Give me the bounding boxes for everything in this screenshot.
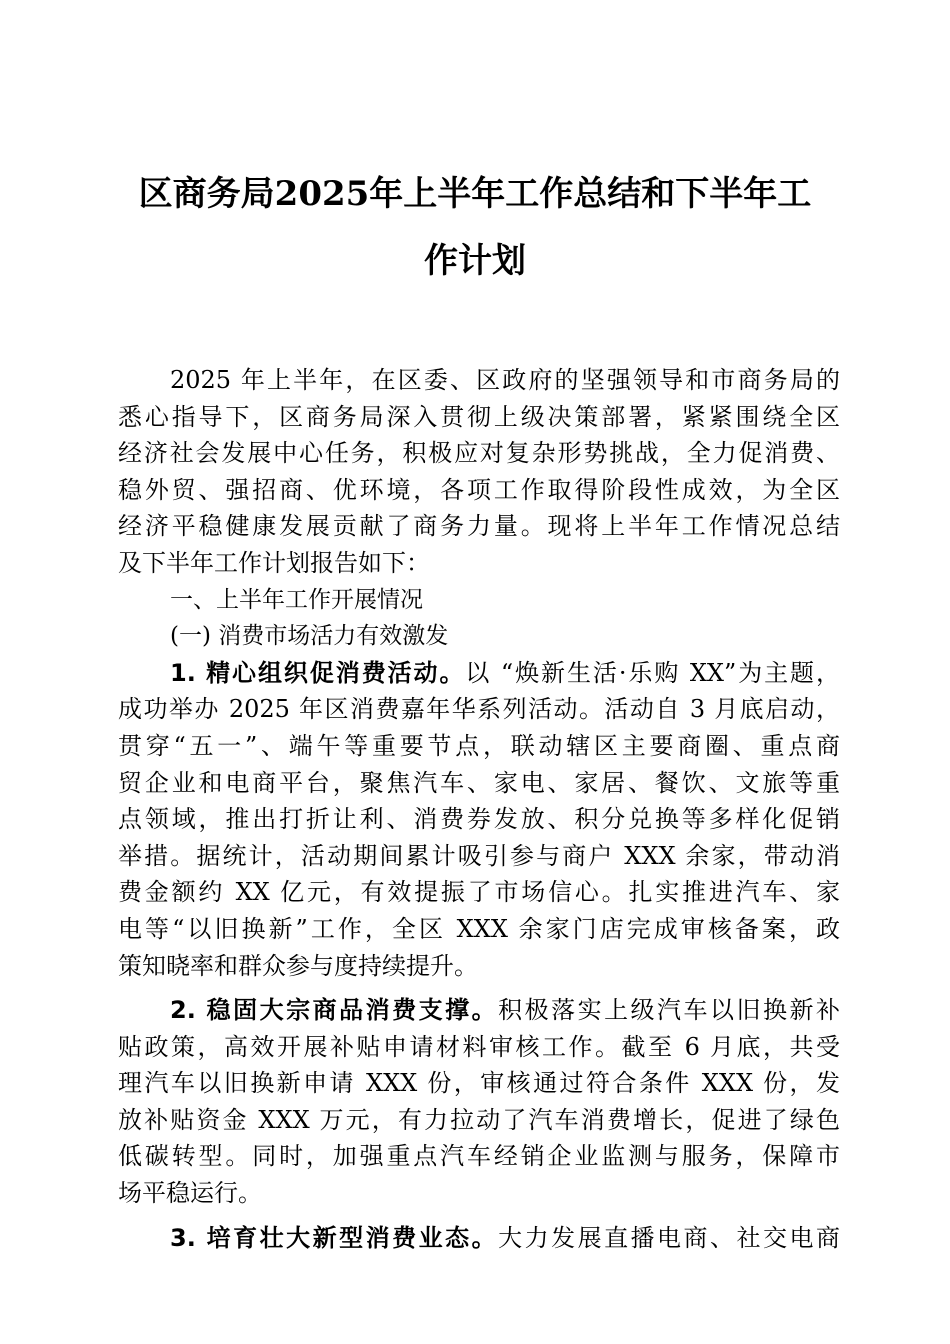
item-1-line: 成功举办 2025 年区消费嘉年华系列活动。活动自 3 月底启动，: [118, 695, 840, 724]
intro-line: 及下半年工作计划报告如下：: [118, 548, 430, 577]
document-title-line-2: 作计划: [424, 241, 526, 281]
item-3-paragraph: [118, 1220, 840, 1257]
item-2-paragraph: [118, 992, 840, 1212]
item-2-first-line: [118, 992, 840, 1029]
item-3-first-line: [118, 1220, 840, 1257]
item-2-line: 贴政策，高效开展补贴申请材料审核工作。截至 6 月底，共受: [118, 1032, 840, 1061]
subsection-1-heading: (一) 消费市场活力有效激发: [170, 623, 449, 650]
item-1-line: 电等“以旧换新”工作，全区 XXX 余家门店完成审核备案，政: [118, 914, 840, 943]
item-1-first-line-text: 以 “焕新生活·乐购 XX”为主题，: [465, 658, 840, 687]
intro-line: 2025 年上半年，在区委、区政府的坚强领导和市商务局的: [170, 366, 840, 394]
item-3-lead: 3. 培育壮大新型消费业态。: [170, 1223, 499, 1252]
item-1-line: 费金额约 XX 亿元，有效提振了市场信心。扎实推进汽车、家: [118, 878, 840, 907]
document-title-line-1: 区商务局2025年上半年工作总结和下半年工: [138, 174, 812, 214]
item-1-line: 贸企业和电商平台，聚焦汽车、家电、家居、餐饮、文旅等重: [118, 768, 840, 797]
intro-paragraph: [118, 362, 840, 582]
intro-line: 悉心指导下，区商务局深入贯彻上级决策部署，紧紧围绕全区: [118, 402, 840, 431]
intro-line: 经济平稳健康发展贡献了商务力量。现将上半年工作情况总结: [118, 512, 840, 541]
item-3-first-line-text: 大力发展直播电商、社交电商: [498, 1223, 841, 1252]
item-2-line: 场平稳运行。: [118, 1179, 262, 1208]
item-1-lead: 1. 精心组织促消费活动。: [170, 658, 466, 687]
intro-line: 经济社会发展中心任务，积极应对复杂形势挑战，全力促消费、: [118, 439, 840, 468]
section-1-heading: 一、上半年工作开展情况: [170, 586, 423, 613]
item-1-first-line: [118, 655, 840, 692]
document-body: [118, 362, 840, 1256]
item-2-lead: 2. 稳固大宗商品消费支撑。: [170, 996, 499, 1025]
item-1-line: 贯穿“五一”、端午等重要节点，联动辖区主要商圈、重点商: [118, 731, 840, 760]
item-2-line: 低碳转型。同时，加强重点汽车经销企业监测与服务，保障市: [118, 1142, 840, 1171]
item-2-line: 理汽车以旧换新申请 XXX 份，审核通过符合条件 XXX 份，发: [118, 1069, 840, 1098]
intro-line: 稳外贸、强招商、优环境，各项工作取得阶段性成效，为全区: [118, 475, 840, 504]
item-2-first-line-text: 积极落实上级汽车以旧换新补: [498, 996, 841, 1025]
item-1-line: 点领域，推出打折让利、消费券发放、积分兑换等多样化促销: [118, 805, 840, 834]
item-1-line: 策知晓率和群众参与度持续提升。: [118, 951, 478, 980]
item-1-paragraph: [118, 655, 840, 984]
item-2-line: 放补贴资金 XXX 万元，有力拉动了汽车消费增长，促进了绿色: [118, 1105, 840, 1134]
item-1-line: 举措。据统计，活动期间累计吸引参与商户 XXX 余家，带动消: [118, 841, 840, 870]
